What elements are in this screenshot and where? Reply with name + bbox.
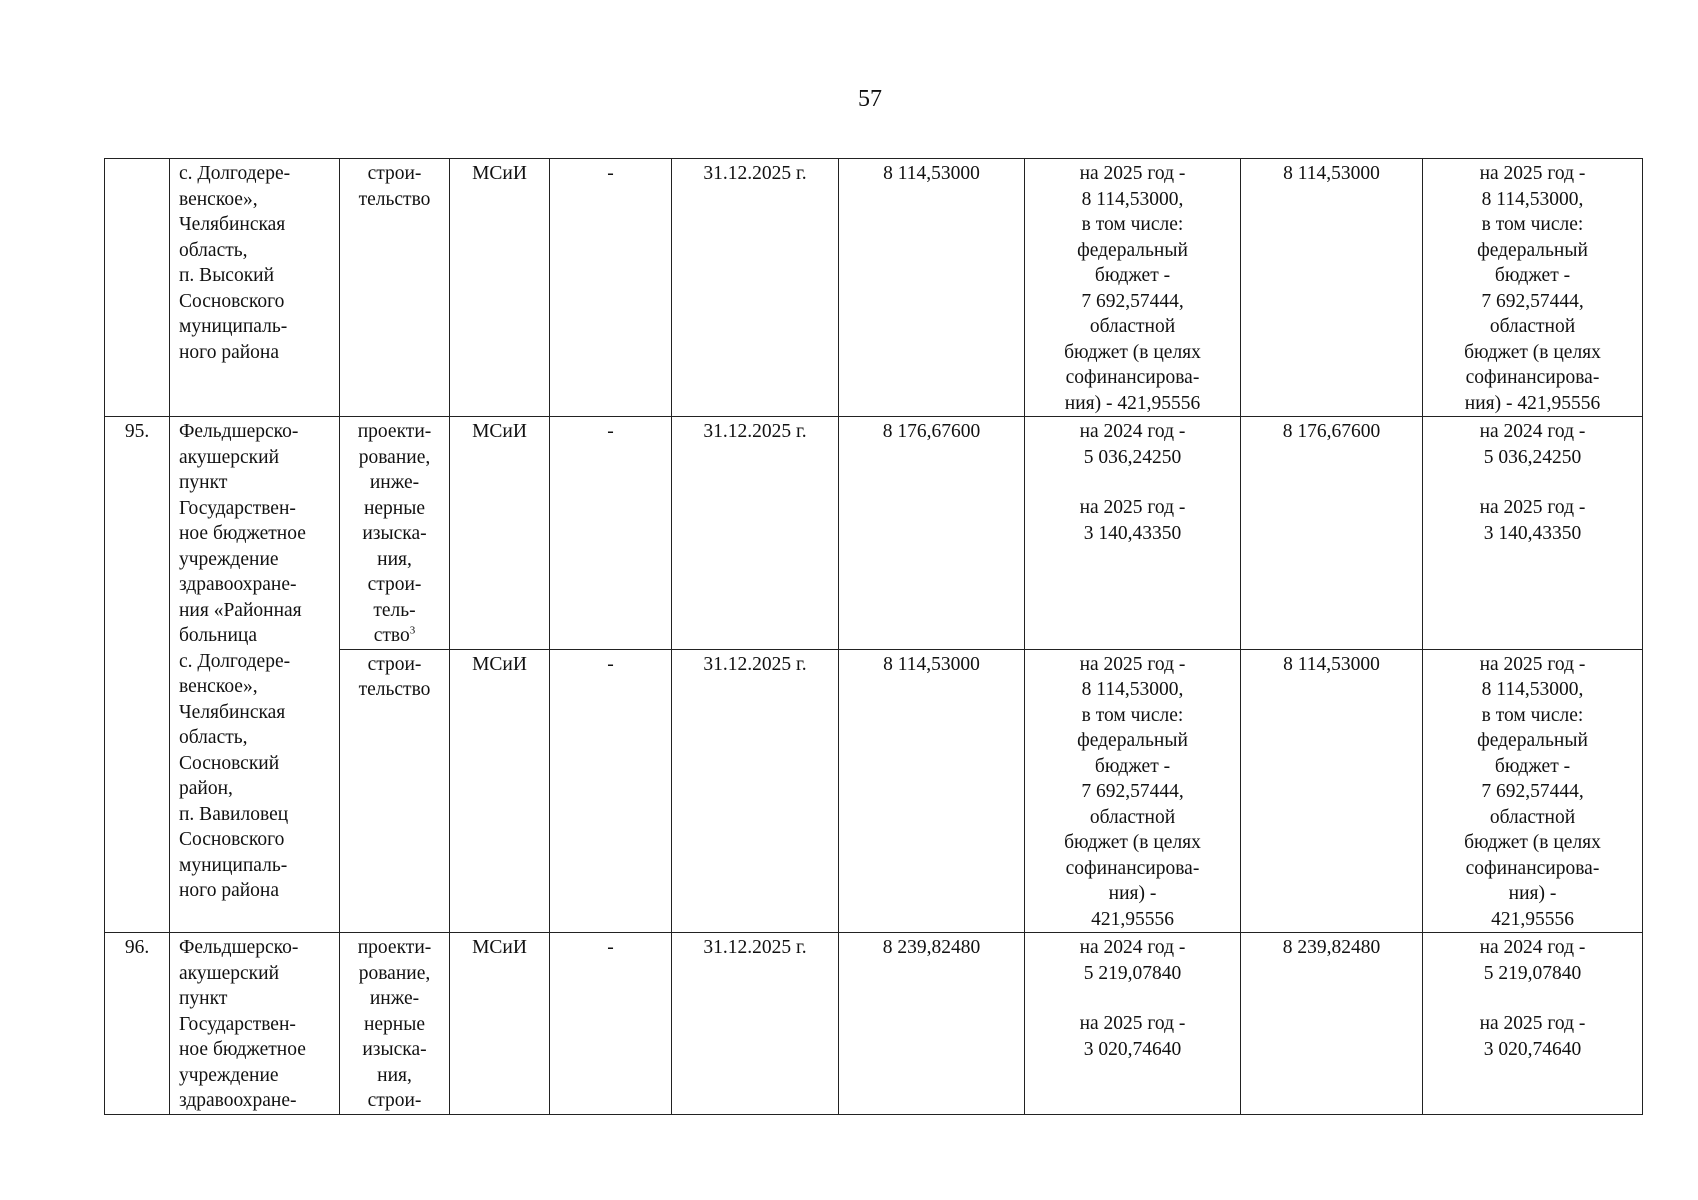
cost-limit-cell: 8 114,53000 (1241, 159, 1423, 417)
customer-cell: МСиИ (450, 649, 550, 933)
deadline-cell: 31.12.2025 г. (672, 649, 839, 933)
cost-cell: 8 239,82480 (839, 933, 1025, 1115)
funding-limit-cell (1423, 933, 1643, 1115)
funding-plan-cell: на 2025 год - 8 114,53000, в том числе: федеральный бюджет - 7 692,57444, областной бюджет (в целях софинансирова- ния) - 421,95556 (1025, 649, 1241, 933)
funding-2025: на 2025 год - 3 020,74640 (1079, 1013, 1186, 1060)
funding-2024: на 2024 год - 5 036,24250 (1079, 421, 1186, 468)
dash-cell: - (550, 159, 672, 417)
customer-cell: МСиИ (450, 159, 550, 417)
funding-plan-cell (1025, 417, 1241, 650)
cost-cell: 8 114,53000 (839, 649, 1025, 933)
funding-2024: на 2024 год - 5 219,07840 (1079, 937, 1186, 984)
dash-cell: - (550, 649, 672, 933)
funding-limit-cell (1423, 417, 1643, 650)
deadline-cell: 31.12.2025 г. (672, 933, 839, 1115)
cost-limit-cell: 8 176,67600 (1241, 417, 1423, 650)
table-row (105, 159, 1643, 417)
deadline-cell: 31.12.2025 г. (672, 417, 839, 650)
funding-limit-2025: на 2025 год - 3 140,43350 (1479, 497, 1586, 544)
work-type-cell (340, 417, 450, 650)
funding-limit-cell: на 2025 год - 8 114,53000, в том числе: федеральный бюджет - 7 692,57444, областной бюджет (в целях софинансирова- ния) - 421,95556 (1423, 159, 1643, 417)
funding-limit-2024: на 2024 год - 5 219,07840 (1479, 937, 1586, 984)
dash-cell: - (550, 417, 672, 650)
page-number: 57 (858, 86, 882, 112)
funding-2025: на 2025 год - 3 140,43350 (1079, 497, 1186, 544)
funding-limit-2024: на 2024 год - 5 036,24250 (1479, 421, 1586, 468)
table-row (105, 933, 1643, 1115)
row-number-cell: 96. (105, 933, 170, 1115)
funding-limit-cell: на 2025 год - 8 114,53000, в том числе: федеральный бюджет - 7 692,57444, областной бюджет (в целях софинансирова- ния) - 421,95556 (1423, 649, 1643, 933)
cost-cell: 8 176,67600 (839, 417, 1025, 650)
funding-limit-2025: на 2025 год - 3 020,74640 (1479, 1013, 1586, 1060)
work-type-cell: строи- тельство (340, 159, 450, 417)
dash-cell: - (550, 933, 672, 1115)
funding-plan-cell (1025, 933, 1241, 1115)
work-type-text: проекти- рование, инже- нерные изыска- ния, строи- тель- ство (357, 421, 432, 646)
cost-cell: 8 114,53000 (839, 159, 1025, 417)
customer-cell: МСиИ (450, 933, 550, 1115)
row-number-cell: 95. (105, 417, 170, 933)
cost-limit-cell: 8 114,53000 (1241, 649, 1423, 933)
object-name-cell: с. Долгодере- венское», Челябинская область, п. Высокий Сосновского муниципаль- ного района (170, 159, 340, 417)
work-type-cell: строи- тельство (340, 649, 450, 933)
customer-cell: МСиИ (450, 417, 550, 650)
footnote-mark: 3 (409, 624, 416, 637)
object-name-cell: Фельдшерско- акушерский пункт Государствен- ное бюджетное учреждение здравоохране- (170, 933, 340, 1115)
cost-limit-cell: 8 239,82480 (1241, 933, 1423, 1115)
object-name-cell: Фельдшерско- акушерский пункт Государствен- ное бюджетное учреждение здравоохране- ния «Районная больница с. Долгодере- венское», Челябинская область, Сосновский район, п. Вавиловец Сосновского муниципаль- ного района (170, 417, 340, 933)
row-number-cell (105, 159, 170, 417)
funding-plan-cell: на 2025 год - 8 114,53000, в том числе: федеральный бюджет - 7 692,57444, областной бюджет (в целях софинансирова- ния) - 421,95556 (1025, 159, 1241, 417)
deadline-cell: 31.12.2025 г. (672, 159, 839, 417)
work-type-cell: проекти- рование, инже- нерные изыска- ния, строи- (340, 933, 450, 1115)
budget-table (104, 158, 1643, 1115)
table-row (105, 417, 1643, 650)
